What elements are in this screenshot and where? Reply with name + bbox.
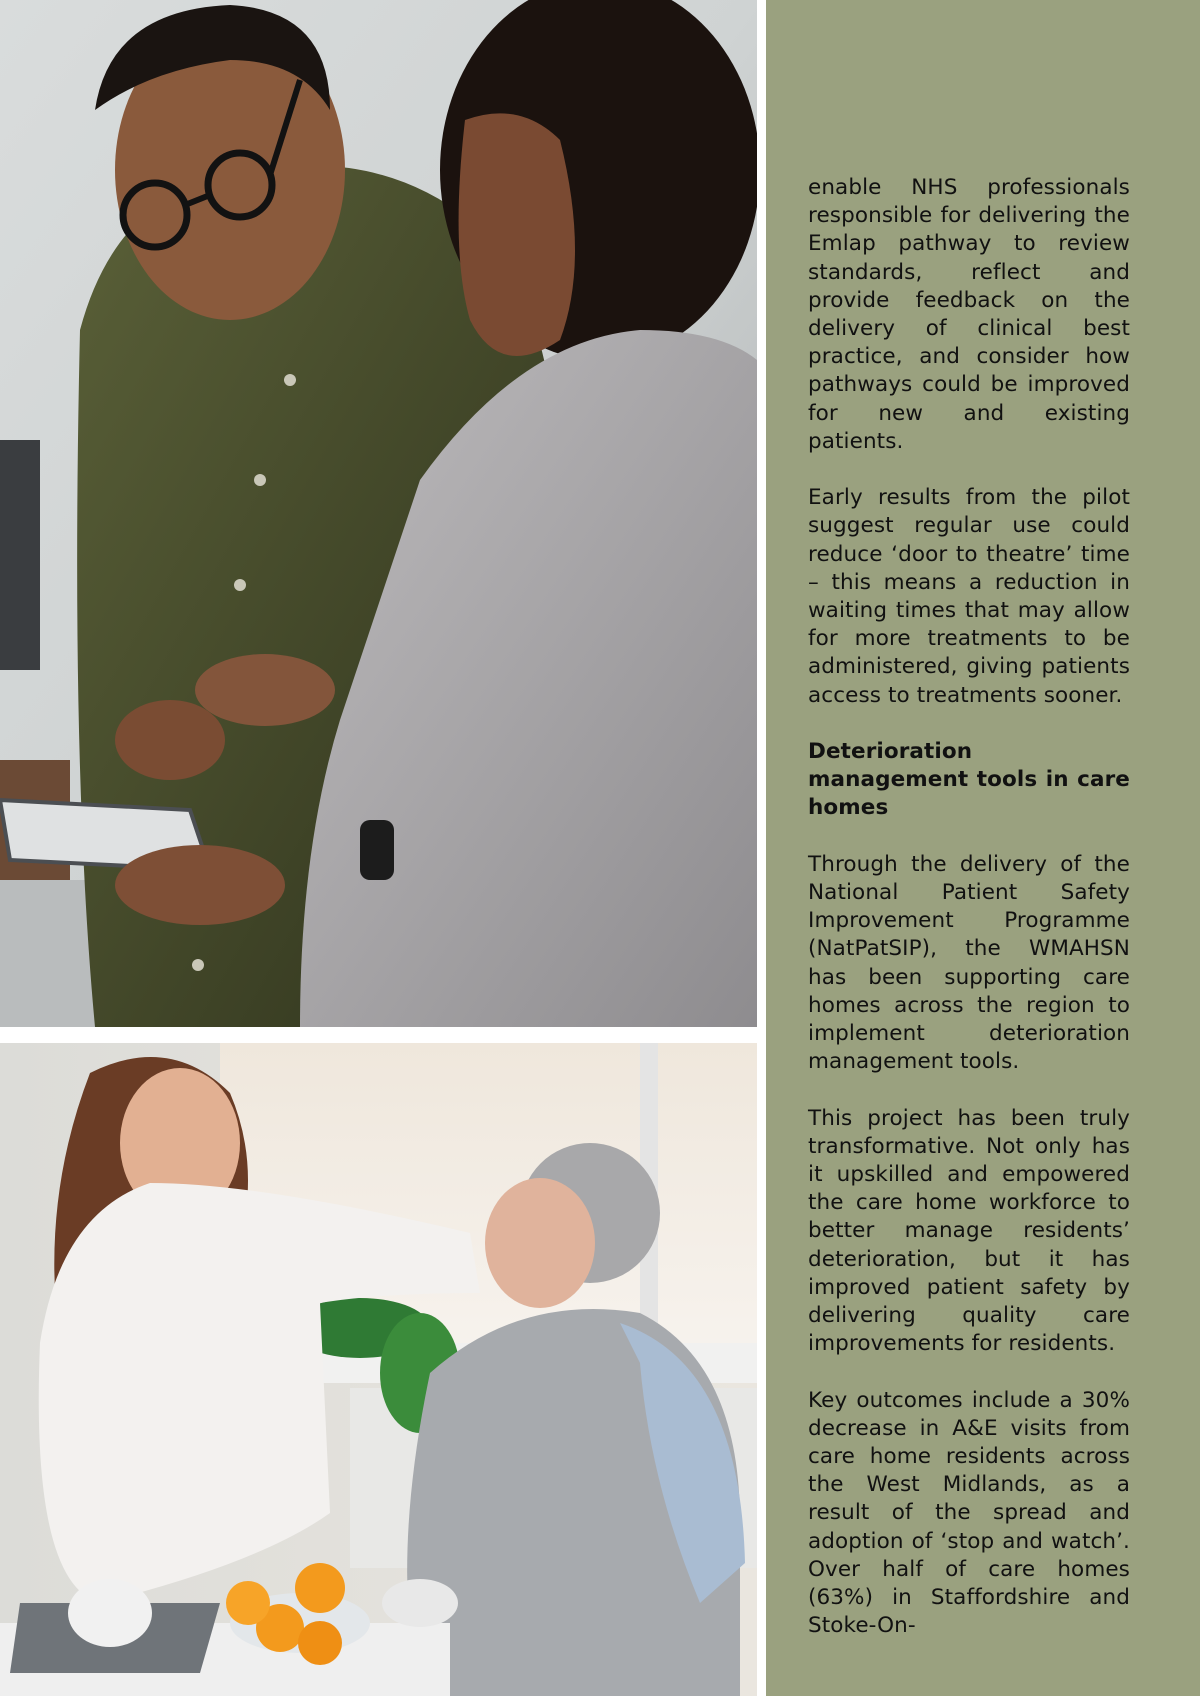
photo-colleagues-tablet bbox=[0, 0, 757, 1027]
paragraph-transformative-project: This project has been truly transformative. Not only has it upskilled and empowered the care home workforce to better manage residents’ deterioration, but it has improved patient safety by delivering quality care improvements for residents. bbox=[808, 1105, 1130, 1357]
paragraph-natpatsip: Through the delivery of the National Patient Safety Improvement Programme (NatPatSIP), the WMAHSN has been supporting care homes across the region to implement deterioration management tools. bbox=[808, 851, 1130, 1075]
section-heading-deterioration-tools: Deterioration management tools in care homes bbox=[808, 739, 1130, 821]
article-body bbox=[808, 174, 1130, 1640]
article-sidebar bbox=[766, 0, 1200, 1696]
photo-colleagues-tablet-illustration bbox=[0, 0, 757, 1027]
paragraph-emlap-pathway: enable NHS professionals responsible for delivering the Emlap pathway to review standards, reflect and provide feedback on the delivery of clinical best practice, and consider how pathways could be improved for new and existing patients. bbox=[808, 175, 1130, 454]
paragraph-early-results: Early results from the pilot suggest regular use could reduce ‘door to theatre’ time – this means a reduction in waiting times that may allow for more treatments to be administered, giving patients access to treatments sooner. bbox=[808, 485, 1130, 708]
photo-carer-with-resident bbox=[0, 1043, 757, 1696]
photo-carer-with-resident-illustration bbox=[0, 1043, 757, 1696]
paragraph-key-outcomes: Key outcomes include a 30% decrease in A&E visits from care home residents across the West Midlands, as a result of the spread and adoption of ‘stop and watch’. Over half of care homes (63%) in Staffordshire and Stoke-On- bbox=[808, 1387, 1130, 1639]
